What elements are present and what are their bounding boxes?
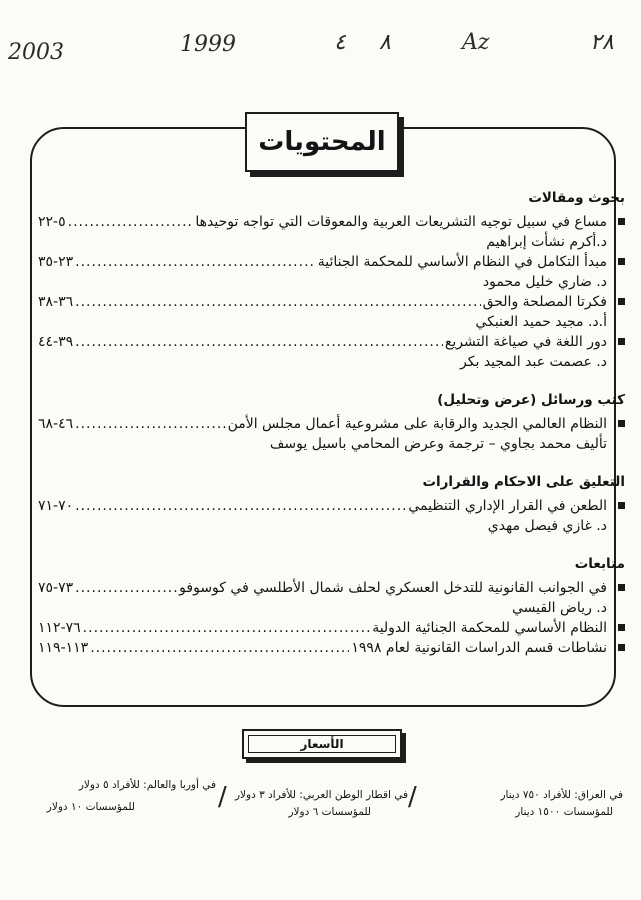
- square-bullet-icon: [618, 218, 625, 225]
- dot-leader: [75, 332, 443, 352]
- section-heading: التعليق على الاحكام والقرارات: [422, 474, 625, 490]
- entry-author: د.أكرم نشأت إبراهيم: [486, 234, 607, 250]
- contents-entry: [38, 332, 625, 372]
- contents-section: [38, 390, 625, 454]
- contents-entry: [38, 292, 625, 332]
- entry-pages: ٢٣-٣٥: [38, 254, 74, 270]
- entry-pages: ٧٦-١١٢: [38, 620, 81, 636]
- entry-title: فكرتا المصلحة والحق: [482, 294, 607, 310]
- divider-slash: /: [218, 782, 227, 812]
- hand-note-d: ٨: [379, 30, 391, 55]
- price-arab-individuals: في اقطار الوطن العربي: للأفراد ٣ دولار: [234, 789, 408, 801]
- dot-leader: [75, 292, 480, 312]
- dot-leader: [83, 618, 371, 638]
- entry-title: مبدأ التكامل في النظام الأساسي للمحكمة الجنائية: [317, 254, 607, 270]
- price-arab-institutions: للمؤسسات ٦ دولار: [288, 806, 371, 818]
- dot-leader: [75, 578, 177, 598]
- section-heading: بحوث ومقالات: [528, 190, 625, 206]
- dot-leader: [90, 638, 349, 658]
- hand-note-a: ٢٨: [590, 30, 614, 55]
- entry-author: د. عصمت عبد المجيد بكر: [460, 354, 607, 370]
- square-bullet-icon: [618, 624, 625, 631]
- price-iraq-institutions: للمؤسسات ١٥٠٠ دينار: [515, 806, 613, 818]
- entry-title: نشاطات قسم الدراسات القانونية لعام ١٩٩٨: [351, 640, 607, 656]
- dot-leader: [75, 414, 225, 434]
- entry-title: الطعن في القرار الإداري التنظيمي: [408, 498, 607, 514]
- contents-section: [38, 472, 625, 536]
- entry-pages: ٣٦-٣٨: [38, 294, 74, 310]
- contents-entry: [38, 414, 625, 454]
- price-world-institutions: للمؤسسات ١٠ دولار: [46, 801, 135, 813]
- entry-author: د. غازي فيصل مهدي: [487, 518, 607, 534]
- square-bullet-icon: [618, 258, 625, 265]
- price-world-individuals: في أوربا والعالم: للأفراد ٥ دولار: [78, 779, 216, 791]
- section-heading: متابعات: [574, 556, 625, 572]
- entry-title: دور اللغة في صياغة التشريع: [444, 334, 607, 350]
- contents-entry: [38, 496, 625, 536]
- entry-title: مساع في سبيل توجيه التشريعات العربية والمعوقات التي تواجه توحيدها: [195, 214, 607, 230]
- entry-title: النظام الأساسي للمحكمة الجنائية الدولية: [372, 620, 607, 636]
- entry-pages: ٧٣-٧٥: [38, 580, 74, 596]
- contents-entry: [38, 638, 625, 658]
- square-bullet-icon: [618, 502, 625, 509]
- dot-leader: [68, 212, 194, 232]
- hand-note-f: 2003: [8, 40, 64, 65]
- contents-section: [38, 554, 625, 658]
- entry-author: تأليف محمد بجاوي – ترجمة وعرض المحامي باسيل يوسف: [269, 436, 607, 452]
- hand-note-e: 1999: [180, 32, 236, 57]
- price-iraq-individuals: في العراق: للأفراد ٧٥٠ دينار: [500, 789, 623, 801]
- hand-note-b: Az: [462, 30, 490, 55]
- square-bullet-icon: [618, 338, 625, 345]
- square-bullet-icon: [618, 644, 625, 651]
- contents-entry: [38, 618, 625, 638]
- divider-slash: /: [408, 782, 417, 812]
- page-title: المحتويات: [245, 112, 399, 172]
- prices-heading: الأسعار: [248, 735, 396, 753]
- contents-section: [38, 188, 625, 372]
- entry-pages: ١١٣-١١٩: [38, 640, 89, 656]
- contents-entry: [38, 578, 625, 618]
- section-heading: كتب ورسائل (عرض وتحليل): [437, 392, 625, 408]
- dot-leader: [75, 496, 406, 516]
- dot-leader: [75, 252, 316, 272]
- entry-author: د. رياض القيسي: [511, 600, 607, 616]
- contents-entry: [38, 212, 625, 252]
- hand-note-c: ٤: [334, 30, 346, 55]
- handwritten-notes: [0, 30, 641, 70]
- entry-author: د. ضاري خليل محمود: [482, 274, 607, 290]
- entry-pages: ٤٦-٦٨: [38, 416, 74, 432]
- square-bullet-icon: [618, 584, 625, 591]
- contents-list: [38, 188, 625, 676]
- entry-title: في الجوانب القانونية للتدخل العسكري لحلف شمال الأطلسي في كوسوفو: [179, 580, 607, 596]
- square-bullet-icon: [618, 420, 625, 427]
- contents-entry: [38, 252, 625, 292]
- entry-title: النظام العالمي الجديد والرقابة على مشروعية أعمال مجلس الأمن: [227, 416, 607, 432]
- entry-pages: ٣٩-٤٤: [38, 334, 74, 350]
- entry-author: أ.د. مجيد حميد العنبكي: [475, 314, 607, 330]
- entry-pages: ٧٠-٧١: [38, 498, 74, 514]
- entry-pages: ٥-٢٢: [38, 214, 66, 230]
- square-bullet-icon: [618, 298, 625, 305]
- prices-heading-box: [242, 729, 402, 759]
